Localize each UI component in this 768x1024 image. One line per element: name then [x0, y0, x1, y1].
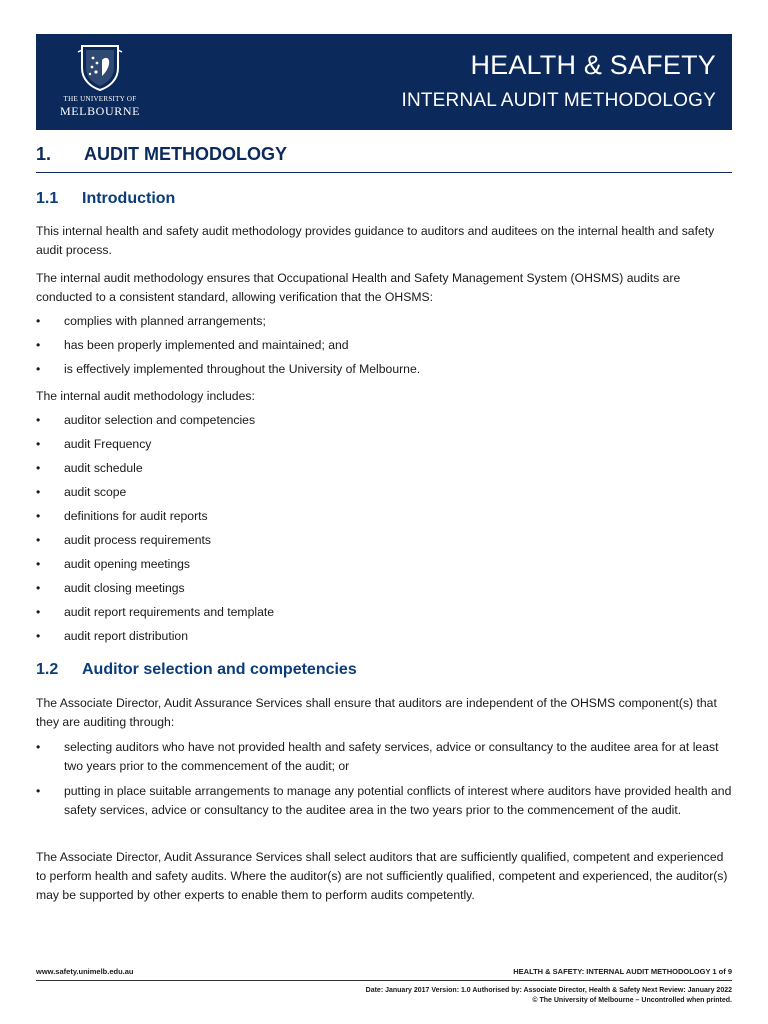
footer-meta: [366, 986, 732, 1006]
bullet-icon: •: [36, 413, 41, 427]
list-item: [36, 555, 736, 574]
list-item: [36, 435, 736, 454]
list-item-text: complies with planned arrangements;: [64, 314, 266, 328]
subsection-title: Auditor selection and competencies: [82, 661, 357, 678]
list-item: [36, 603, 736, 622]
list-item-text: audit process requirements: [64, 533, 211, 547]
bullet-icon: •: [36, 509, 41, 523]
list-item: [36, 411, 736, 430]
bullet-icon: •: [36, 437, 41, 451]
ohsms-verification-list: [36, 312, 736, 384]
bullet-icon: •: [36, 605, 41, 619]
bullet-icon: •: [36, 740, 41, 754]
intro-paragraph-1: This internal health and safety audit methodology provides guidance to auditors and auditees on the internal health and safety audit process.: [36, 224, 715, 257]
bullet-icon: •: [36, 581, 41, 595]
document-title: HEALTH & SAFETY: [470, 50, 716, 80]
subsection-title: Introduction: [82, 190, 176, 207]
footer-document-info: HEALTH & SAFETY: INTERNAL AUDIT METHODOLOGY 1 of 9: [513, 967, 732, 976]
list-item: [36, 483, 736, 502]
subsection-heading-auditor-selection: [36, 661, 357, 679]
section-heading: [36, 144, 732, 173]
section-title: AUDIT METHODOLOGY: [84, 144, 287, 164]
subsection-number: 1.1: [36, 190, 59, 207]
list-item-text: audit scope: [64, 485, 127, 499]
list-item-text: definitions for audit reports: [64, 509, 208, 523]
intro-paragraph-2: The internal audit methodology ensures that Occupational Health and Safety Management System (OHSMS) audits are conducted to a consistent standard, allowing verification that the OHSMS:: [36, 271, 681, 304]
list-item: [36, 579, 736, 598]
auditor-paragraph-2: The Associate Director, Audit Assurance Services shall select auditors that are sufficiently qualified, competent and experienced to perform health and safety audits. Where the auditor(s) are not sufficiently qualified, competent and experienced, the auditor(s) may be supported by other experts to enable them to perform audits competently.: [36, 850, 728, 902]
list-item-text: audit report requirements and template: [64, 605, 275, 619]
list-item-text: audit closing meetings: [64, 581, 185, 595]
list-item: [36, 360, 736, 379]
footer-copyright: © The University of Melbourne – Uncontrolled when printed.: [532, 997, 732, 1004]
list-item: [36, 627, 736, 646]
subsection-number: 1.2: [36, 661, 59, 678]
subsection-heading-introduction: [36, 190, 175, 208]
crest-icon: [76, 42, 124, 92]
bullet-icon: •: [36, 461, 41, 475]
auditor-paragraph-1: The Associate Director, Audit Assurance Services shall ensure that auditors are independent of the OHSMS component(s) that they are auditing through:: [36, 696, 717, 729]
header-banner: [36, 34, 732, 130]
university-logo: [58, 42, 142, 124]
list-item-text: audit opening meetings: [64, 557, 191, 571]
list-item: [36, 312, 736, 331]
list-item: [36, 782, 736, 820]
logo-text-line1: THE UNIVERSITY OF: [63, 95, 137, 103]
list-item: [36, 531, 736, 550]
bullet-icon: •: [36, 362, 41, 376]
list-item-text: audit schedule: [64, 461, 143, 475]
footer-version-info: Date: January 2017 Version: 1.0 Authorised by: Associate Director, Health & Safety Next Review: January 2022: [365, 987, 732, 994]
document-subtitle: INTERNAL AUDIT METHODOLOGY: [401, 90, 716, 111]
list-item: [36, 459, 736, 478]
footer-website-link[interactable]: www.safety.unimelb.edu.au: [36, 967, 134, 976]
list-item: [36, 336, 736, 355]
logo-text-line2: MELBOURNE: [59, 104, 141, 118]
methodology-includes-list: [36, 411, 736, 651]
list-item-text: auditor selection and competencies: [64, 413, 256, 427]
list-item: [36, 738, 736, 776]
bullet-icon: •: [36, 314, 41, 328]
list-item-text: has been properly implemented and maintained; and: [64, 338, 349, 352]
bullet-icon: •: [36, 557, 41, 571]
list-item: [36, 507, 736, 526]
bullet-icon: •: [36, 784, 41, 798]
list-item-text: audit report distribution: [64, 629, 188, 643]
intro-paragraph-3: The internal audit methodology includes:: [36, 389, 255, 403]
list-item-text: putting in place suitable arrangements to manage any potential conflicts of interest where auditors have provided health and safety services, advice or consultancy to the auditee area in the two years prior to the commencement of the audit.: [64, 784, 732, 817]
bullet-icon: •: [36, 629, 41, 643]
footer-divider: [36, 980, 732, 981]
bullet-icon: •: [36, 533, 41, 547]
list-item-text: audit Frequency: [64, 437, 152, 451]
list-item-text: is effectively implemented throughout the University of Melbourne.: [64, 362, 421, 376]
list-item-text: selecting auditors who have not provided health and safety services, advice or consultancy to the auditee area for at least two years prior to the commencement of the audit; or: [64, 740, 719, 773]
auditor-independence-list: [36, 738, 736, 820]
bullet-icon: •: [36, 338, 41, 352]
section-number: 1.: [36, 144, 52, 164]
bullet-icon: •: [36, 485, 41, 499]
